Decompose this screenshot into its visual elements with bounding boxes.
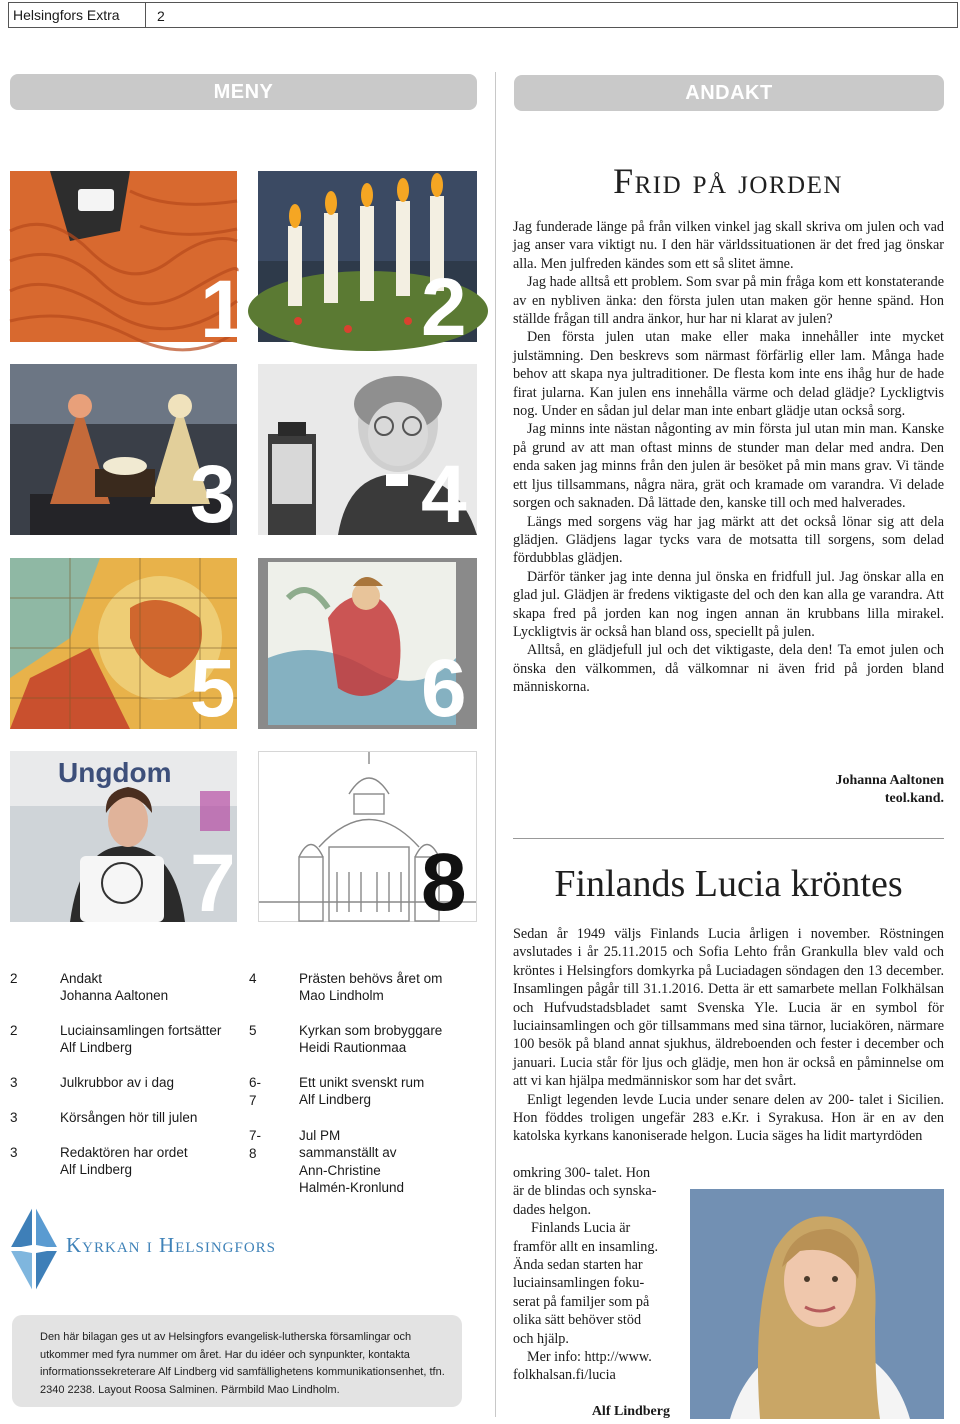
toc-title: Julkrubbor av i dag bbox=[60, 1075, 175, 1090]
toc-page: 6-7 bbox=[249, 1075, 262, 1108]
paragraph: Alltså, en glädjefull jul och det viktigaste, dela den! Ta emot julen och önska den välkommen, då välkomnar ni även frid på jorden bland människorna. bbox=[513, 642, 944, 696]
toc-title: Körsången hör till julen bbox=[60, 1110, 198, 1125]
tile-number: 8 bbox=[421, 837, 467, 928]
column-divider bbox=[495, 72, 496, 1417]
text-line: Mer info: http://www. bbox=[527, 1349, 652, 1366]
author-title: teol.kand. bbox=[884, 791, 944, 806]
kyrkan-logo-icon bbox=[8, 1205, 60, 1293]
toc-author: Alf Lindberg bbox=[60, 1162, 133, 1177]
toc-page: 3 bbox=[10, 1075, 18, 1090]
paragraph: Jag funderade länge på från vilken vinkel jag skall skriva om julen och vad jag anser vara viktigt nu. I den här världssituationen är det fred jag önskar alla. Men julfreden kändes som ett så slitet ämne. bbox=[513, 219, 944, 272]
tile-number: 3 bbox=[190, 449, 236, 540]
author-name: Johanna Aaltonen bbox=[835, 773, 944, 788]
article-divider bbox=[513, 838, 944, 839]
web-link[interactable]: folkhalsan.fi/lucia bbox=[513, 1367, 616, 1384]
article-title: Frid på jorden bbox=[613, 161, 843, 201]
toc-title: Ett unikt svenskt rum bbox=[299, 1075, 425, 1090]
tile-number: 7 bbox=[190, 838, 236, 929]
kyrkan-logo-text: Kyrkan i Helsingfors bbox=[66, 1233, 277, 1257]
toc-title: Kyrkan som brobyggare bbox=[299, 1023, 443, 1038]
article-body bbox=[513, 925, 944, 1146]
paragraph: Sedan år 1949 väljs Finlands Lucia årligen i november. Röstningen avslutades i år 25.11.2015 och Sofia Lehto från Grankulla blev vald och kröntes i Helsingfors domkyrka på Luciadagen söndagen den 13 december. Insamlingen pågår till 31.1.2016. Detta är ett samarbete mellan Folkhälsan och Hufvudstadsbladet samt Svenska Yle. Lucia är en symbol för luciainsamlingen och gör tillsammans med sina tärnor, luciakören, närmare 100 besök på bland annat sjukhus, äldreboenden och fester i december och januari. Lucia står för ljus och glädje, men hon är också en påminnelse om att vi kan hjälpa medmänniskor som har det svårt. bbox=[513, 926, 944, 1090]
publication-name: Helsingfors Extra bbox=[13, 7, 120, 23]
text-line: framför allt en insamling. bbox=[513, 1238, 658, 1255]
text-line: Finlands Lucia är bbox=[531, 1220, 631, 1237]
toc-page: 5 bbox=[249, 1023, 257, 1038]
text-line: och hjälp. bbox=[513, 1330, 569, 1347]
ungdom-sign: Ungdom bbox=[58, 757, 172, 788]
lucia-photo bbox=[690, 1189, 944, 1419]
toc-author: Alf Lindberg bbox=[60, 1040, 133, 1055]
paragraph: Jag minns inte nästan någonting av min första jul utan min man. Kanske på grund av att man oftast minns de stunder man delar med andra. Den enda saken jag minns från den julen är besöket på min mans grav. Vi tände ett ljus tillsammans, några nära, grät och kramade om varandra. Vi delade sorgen och saknaden. Då lättade den, kanske till och med halverades. bbox=[513, 421, 944, 512]
toc-title: Jul PM bbox=[299, 1128, 341, 1143]
tile-number: 1 bbox=[200, 264, 246, 355]
tile-number: 5 bbox=[190, 643, 236, 734]
toc-page: 7-8 bbox=[249, 1128, 262, 1161]
toc-title: Andakt bbox=[60, 971, 103, 986]
toc-author: Alf Lindberg bbox=[299, 1092, 372, 1107]
text-line: dades helgon. bbox=[513, 1201, 592, 1218]
table-of-contents bbox=[0, 0, 495, 1300]
toc-author: sammanställt av Ann-Christine Halmén-Kronlund bbox=[299, 1145, 405, 1195]
toc-author: Mao Lindholm bbox=[299, 988, 384, 1003]
article-column bbox=[513, 1164, 670, 1385]
tile-number: 2 bbox=[421, 262, 467, 353]
toc-author: Johanna Aaltonen bbox=[60, 988, 169, 1003]
toc-title: Redaktören har ordet bbox=[60, 1145, 188, 1160]
paragraph: Enligt legenden levde Lucia under senare delen av 200- talet i Sicilien. Hon föddes troligen ungefär 283 e.Kr. i Syrakusa. Hon är en av den katolska kyrkans kanoniserade helgon. Lucia säges ha lidit martyrdöden bbox=[513, 1091, 944, 1145]
article-body bbox=[513, 218, 944, 697]
toc-author: Heidi Rautionmaa bbox=[299, 1040, 407, 1055]
meny-bar: MENY bbox=[10, 74, 477, 110]
publisher-info: Den här bilagan ges ut av Helsingfors evangelisk-lutherska församlingar och utkommer med fyra nummer om året. Har du idéer och synpunkter, kontakta informationssekreterare Alf Lindberg vid samfällighetens kommunikationsenhet, tfn. 2340 2238. Layout Roosa Salminen. Pärmbild Mao Lindholm. bbox=[12, 1315, 462, 1407]
toc-page: 3 bbox=[10, 1110, 18, 1125]
text-line: Ända sedan starten har bbox=[513, 1257, 643, 1274]
toc-title: Luciainsamlingen fortsätter bbox=[60, 1023, 222, 1038]
paragraph: Jag hade alltså ett problem. Som svar på min fråga kom ett konstaterande av en nybliven änka: den första julen utan maken gör henne spänd. Hon ställde frågan till andra änkor, hur har ni klarat av julen? bbox=[513, 274, 944, 328]
paragraph: Den första julen utan make eller maka innehåller inte mycket julstämning. Den beskrevs som närmast förfärlig eller lam. Många hade behov att skapa nya jultraditioner. De flesta kom inte ens ihåg hur de hade firat jularna. Kan julen ens innehålla värme och delad glädje? Lyckligtvis nog. Under en sådan jul delar man inte enbart glädje utan också sorg. bbox=[513, 329, 944, 420]
text-line: omkring 300- talet. Hon bbox=[513, 1165, 651, 1181]
tile-number: 4 bbox=[421, 449, 467, 540]
text-line: olika sätt behöver stöd bbox=[513, 1312, 642, 1329]
toc-page: 2 bbox=[10, 1023, 18, 1038]
byline bbox=[700, 772, 944, 808]
paragraph: Därför tänker jag inte denna jul önska en fridfull jul. Jag önskar alla en glad jul. Glädjen är fredens viktigaste del och den kan alla ge varandra. Att skapa fred på jorden kan nog ingen annan än krubbans lilla mirakel. Lyckligtvis är också han bland oss, speciellt på julen. bbox=[513, 568, 944, 640]
article-title: Finlands Lucia kröntes bbox=[554, 863, 903, 905]
tile-number: 6 bbox=[421, 643, 467, 734]
author-name: Alf Lindberg bbox=[591, 1404, 670, 1419]
toc-title: Prästen behövs året om bbox=[299, 971, 443, 986]
toc-page: 4 bbox=[249, 971, 257, 986]
text-line: serat på familjer som på bbox=[513, 1293, 650, 1310]
toc-page: 2 bbox=[10, 971, 18, 986]
page-number: 2 bbox=[157, 8, 165, 24]
toc-page: 3 bbox=[10, 1145, 18, 1160]
text-line: är de blindas och synska- bbox=[513, 1183, 657, 1200]
text-line: luciainsamlingen foku- bbox=[513, 1275, 645, 1292]
paragraph: Längs med sorgens väg har jag märkt att det också lönar sig att dela glädjen. Glädjens lagar tycks vara de motsatta till sorgens, som delad fördubblas glädjen. bbox=[513, 513, 944, 567]
andakt-bar: ANDAKT bbox=[514, 75, 944, 111]
